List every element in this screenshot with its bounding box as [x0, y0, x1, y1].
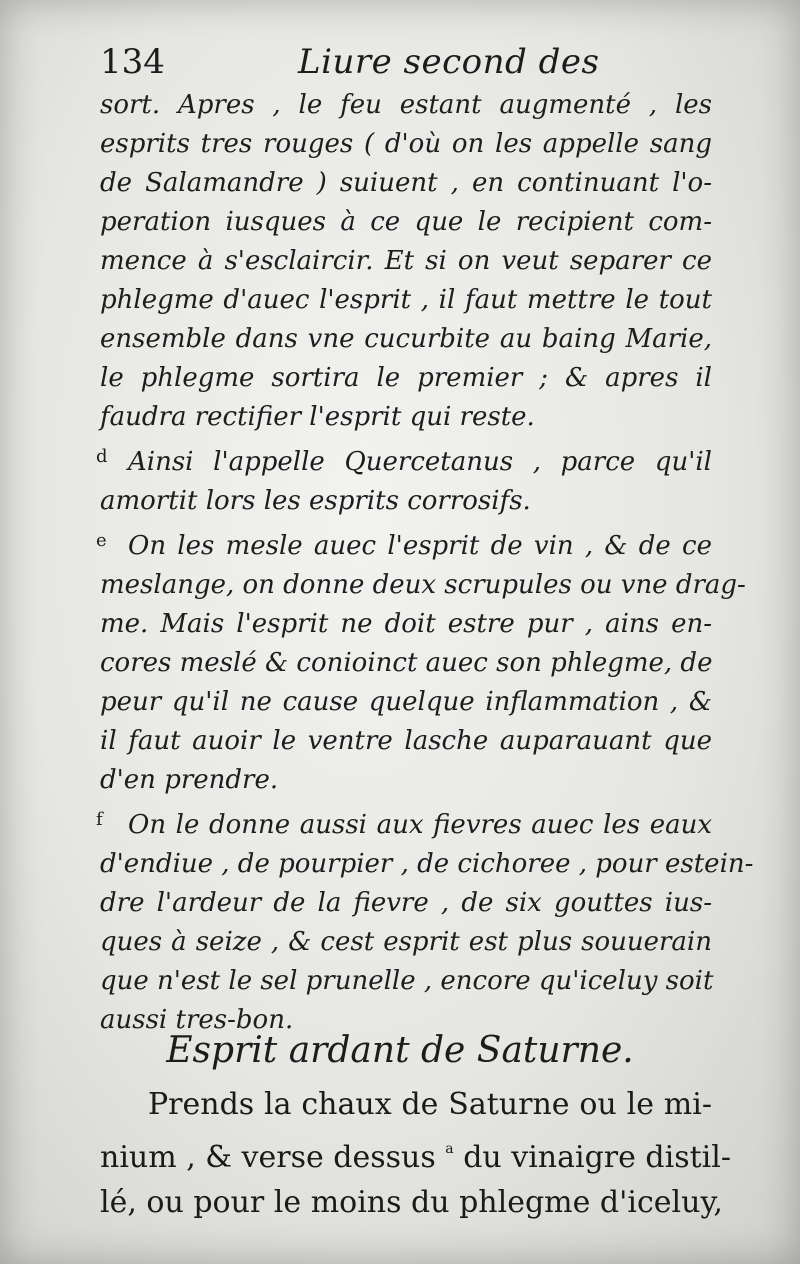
text-line: peur qu'il ne cause quelque inflammation , & [100, 687, 712, 717]
note-f-line [96, 800, 712, 845]
note-marker-d: d [96, 446, 108, 467]
text-line: esprits tres rouges ( d'où on les appelle sang [100, 129, 712, 159]
text-line: meslange, on donne deux scrupules ou vne drag- [100, 570, 746, 600]
page-number: 134 [100, 42, 165, 82]
note-d-line [96, 437, 712, 482]
body-text [96, 86, 754, 1040]
text-line: le phlegme sortira le premier ; & apres il [100, 363, 712, 393]
section-body [100, 1082, 732, 1225]
running-head: Liure second des [298, 42, 600, 82]
note-marker-a: a [445, 1141, 454, 1157]
text-line: aussi tres-bon. [100, 1005, 294, 1035]
note-d-text: Ainsi l'appelle Quercetanus , parce qu'il [128, 447, 712, 477]
text-line-with-note [100, 1127, 732, 1180]
note-marker-f: f [96, 809, 103, 830]
text-line: faudra rectifier l'esprit qui reste. [100, 402, 535, 432]
text-line: phlegme d'auec l'esprit , il faut mettre le tout [100, 285, 712, 315]
text-line: il faut auoir le ventre lasche auparauant que [100, 726, 712, 756]
text-line: cores meslé & conioinct auec son phlegme, de [100, 648, 713, 678]
note-f-text: On le donne aussi aux fievres auec les eaux [128, 810, 712, 840]
text-line: de Salamandre ) suiuent , en continuant l'o- [100, 168, 712, 198]
section-heading: Esprit ardant de Saturne. [166, 1030, 634, 1071]
line-part: nium , & verse dessus [100, 1140, 436, 1175]
text-line: d'endiue , de pourpier , de cichoree , pour estein- [100, 849, 754, 879]
text-line: dre l'ardeur de la fievre , de six gouttes ius- [100, 888, 712, 918]
text-line: amortit lors les esprits corrosifs. [100, 486, 531, 516]
line-part: du vinaigre distil- [463, 1140, 732, 1175]
text-line: ensemble dans vne cucurbite au baing Marie, [100, 324, 712, 354]
text-line: lé, ou pour le moins du phlegme d'iceluy, [100, 1185, 723, 1220]
text-line: me. Mais l'esprit ne doit estre pur , ains en- [100, 609, 712, 639]
text-line: sort. Apres , le feu estant augmenté , les [100, 90, 712, 120]
text-line: Prends la chaux de Saturne ou le mi- [148, 1087, 712, 1122]
page-header [100, 38, 660, 88]
text-line: ques à seize , & cest esprit est plus souuerain [100, 927, 712, 957]
note-e-text: On les mesle auec l'esprit de vin , & de ce [128, 531, 712, 561]
text-line: mence à s'esclaircir. Et si on veut separer ce [100, 246, 712, 276]
text-line: que n'est le sel prunelle , encore qu'iceluy soit [100, 966, 714, 996]
note-marker-e: e [96, 530, 107, 551]
text-line: d'en prendre. [100, 765, 279, 795]
note-e-line [96, 521, 712, 566]
text-line: peration iusques à ce que le recipient com- [100, 207, 712, 237]
